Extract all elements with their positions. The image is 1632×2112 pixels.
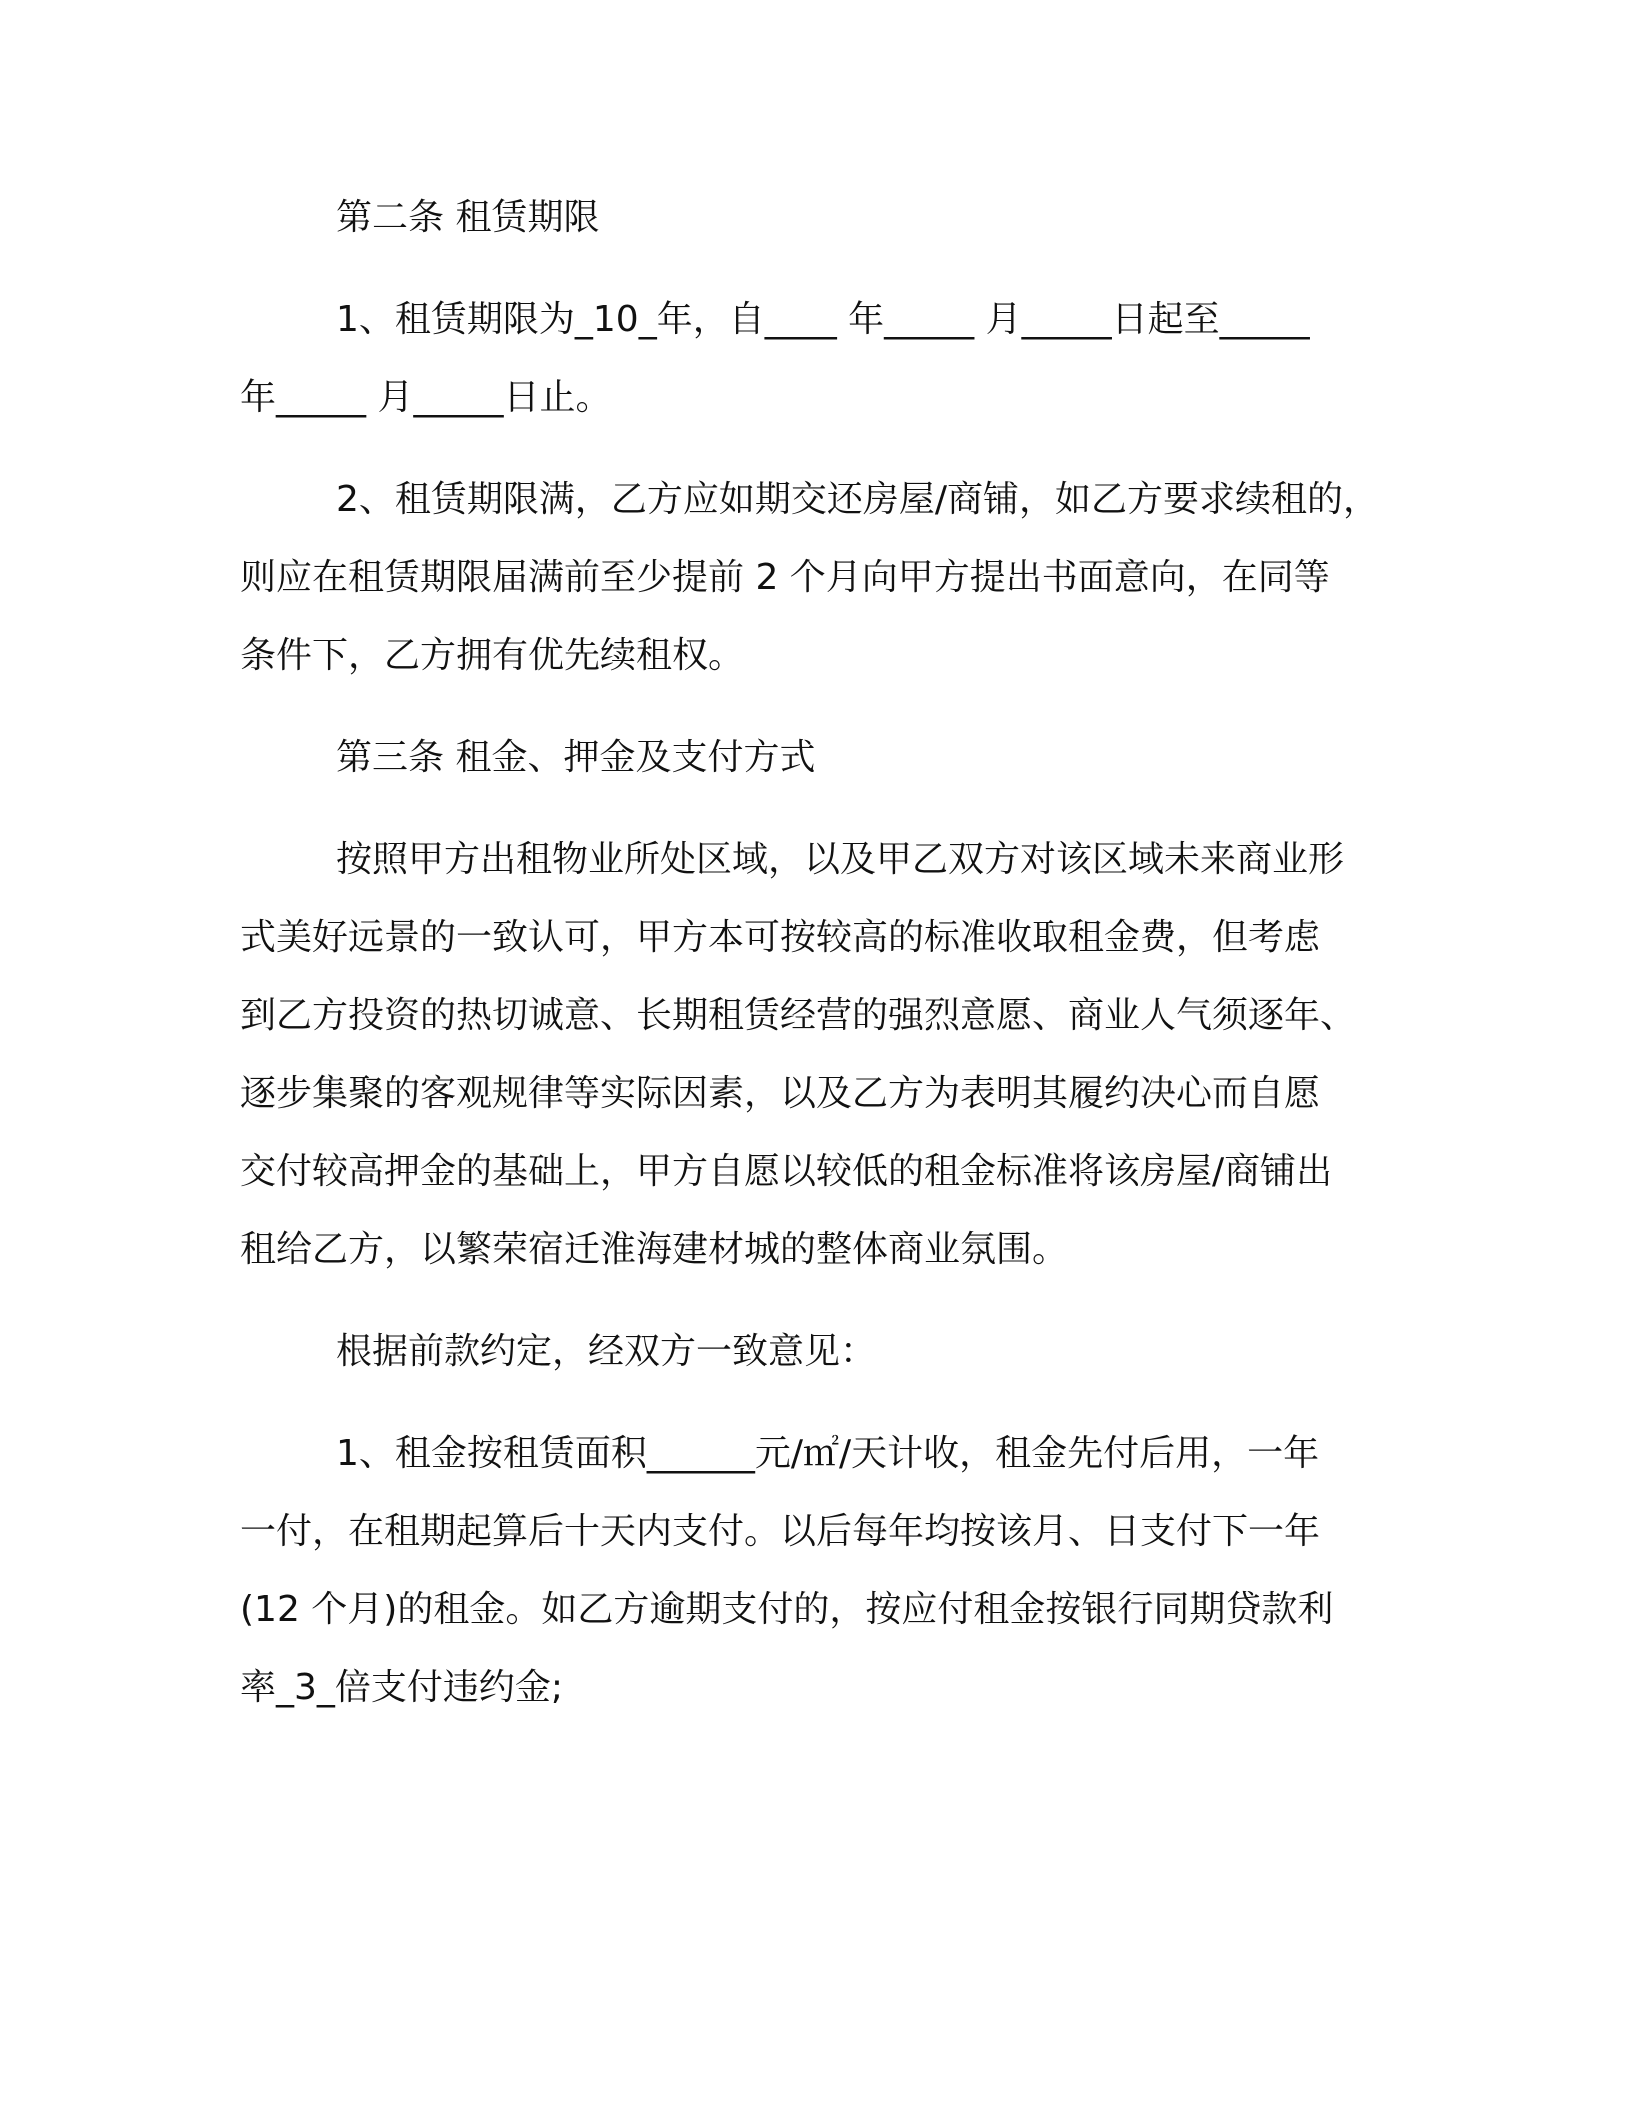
paragraph-line: 一付，在租期起算后十天内支付。以后每年均按该月、日支付下一年 (240, 1511, 1321, 1552)
paragraph-line: 逐步集聚的客观规律等实际因素，以及乙方为表明其履约决心而自愿 (240, 1073, 1321, 1114)
paragraph-line: 率_3_倍支付违约金; (240, 1667, 564, 1708)
paragraph-line: 则应在租赁期限届满前至少提前 2 个月向甲方提出书面意向，在同等 (240, 557, 1330, 598)
paragraph-line: 1、租赁期限为_10_年，自____ 年_____ 月_____日起至_____ (336, 299, 1310, 340)
paragraph-line: 租给乙方，以繁荣宿迁淮海建材城的整体商业氛围。 (240, 1229, 1069, 1270)
paragraph-line: 按照甲方出租物业所处区域，以及甲乙双方对该区域未来商业形 (336, 839, 1345, 880)
paragraph-line: 到乙方投资的热切诚意、长期租赁经营的强烈意愿、商业人气须逐年、 (240, 995, 1357, 1036)
paragraph-line: 1、租金按租赁面积______元/㎡/天计收，租金先付后用，一年 (336, 1433, 1320, 1474)
article-2-heading: 第二条 租赁期限 (336, 197, 600, 238)
paragraph-line: 交付较高押金的基础上，甲方自愿以较低的租金标准将该房屋/商铺出 (240, 1151, 1333, 1192)
paragraph-line: (12 个月)的租金。如乙方逾期支付的，按应付租金按银行同期贷款利 (240, 1589, 1334, 1630)
article-3-heading: 第三条 租金、押金及支付方式 (336, 737, 816, 778)
paragraph-line: 式美好远景的一致认可，甲方本可按较高的标准收取租金费，但考虑 (240, 917, 1321, 958)
paragraph-line: 2、租赁期限满，乙方应如期交还房屋/商铺，如乙方要求续租的， (336, 479, 1380, 520)
paragraph-line: 年_____ 月_____日止。 (240, 377, 612, 418)
paragraph-line: 条件下，乙方拥有优先续租权。 (240, 635, 745, 676)
paragraph-line: 根据前款约定，经双方一致意见： (336, 1331, 877, 1372)
